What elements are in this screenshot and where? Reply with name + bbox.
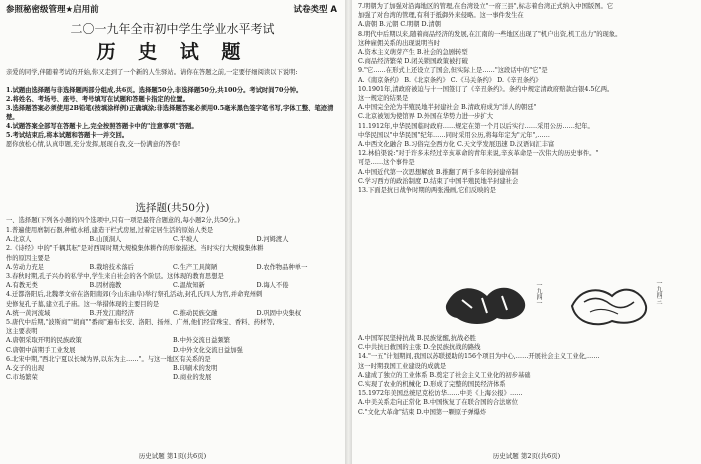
text-line: 中华民国以"中华民国"纪年……同时采用公历,将每年定为"元年",…… xyxy=(358,131,550,139)
left-page xyxy=(0,0,345,464)
greeting: 亲爱的同学,伴随着考试的开始,你又走到了一个新的人生驿站。请你在答题之前,一定要仔细阅读以下说明: xyxy=(6,69,298,76)
text-line: A.资本主义萌芽产生 B.社会的急剧转型 xyxy=(358,49,468,57)
instruction-1: 1.试题由选择题与非选择题两部分组成,共6页。选择题50分,非选择题50分,共100分。考试时间70分钟。 xyxy=(6,87,303,94)
questions-right-top xyxy=(358,2,696,195)
text-line: A.建成了独立的工业体系 B.奠定了社会主义工业化的初步基础 xyxy=(358,371,531,379)
q2-options xyxy=(6,263,340,272)
option: C.唐朝中前期手工业发展 xyxy=(6,346,76,354)
option: A.劳动力充足 xyxy=(6,263,45,271)
q5-stem: 5.唐代中后期,"波斯商""胡商""番商"遍布长安、洛阳、扬州、广州,他们经营珠宝、香料、药材等, xyxy=(6,319,275,327)
exam-type-header: 试卷类型 A xyxy=(293,5,337,15)
page-footer-left: 历史试题 第1页(共6页) xyxy=(138,452,207,460)
option: D.诲人不倦 xyxy=(256,282,289,290)
text-line: 这一规定的结果是 xyxy=(358,95,409,103)
text-line: 9."它……在形式上还设立了国会,但实际上是……"这段话中的"它"是 xyxy=(358,67,548,75)
text-line: 14."一五"计划期间,我国以苏联援助的156个项目为中心,……开展社会主义工业化,…… xyxy=(358,353,600,361)
text-line: A.中国完全沦为半殖民地半封建社会 B.清政府成为"洋人的朝廷" xyxy=(358,104,537,112)
q6-options xyxy=(6,364,340,373)
text-line: 这种雇佣关系的出现说明当时 xyxy=(358,39,440,47)
q2-stem: 2.《诗经》中的"千耦其耘"是对西周时期大规模集体耕作的形象描述。当时实行大规模集体耕 xyxy=(6,245,264,253)
q5-options xyxy=(6,336,340,345)
text-line: 可是……这个事件是 xyxy=(358,159,415,167)
text-line: C.中共抗日救国的主张 D.全民族抗战的路线 xyxy=(358,344,481,352)
option: B.开发江南经济 xyxy=(89,309,134,317)
text-line: C.学习西方的政治制度 D.结束了中国半殖民地半封建社会 xyxy=(358,177,519,185)
text-line: C.商品经济繁荣 D.闭关锁国政策被打破 xyxy=(358,58,468,66)
text-line: A.中国军民坚持抗战 B.民族觉醒,抗战必胜 xyxy=(358,335,476,342)
q6-stem: 6.北宋中期,"西北宁夏以长城为界,以东为主……"。与这一地区有关系的是 xyxy=(6,355,211,363)
instruction-6: 愿你放松心情,认真审题,充分发挥,展现自我,交一份满意的答卷! xyxy=(6,141,181,148)
text-line: C.实现了农业的机械化 D.形成了完整的国民经济体系 xyxy=(358,381,506,389)
option: B.因材施教 xyxy=(89,282,122,290)
text-line: 11.1912年,中华民国临时政府……规定在第一个月以后实行……采用公历……纪年。 xyxy=(358,122,594,130)
q3-options xyxy=(6,281,340,290)
page-footer-right: 历史试题 第2页(共6页) xyxy=(492,452,561,460)
instruction-4: 4.试题答案全部写在答题卡上,完全按照答题卡中的"注意事项"答题。 xyxy=(6,123,198,130)
secrecy-header: 参照秘密级管理★启用前 xyxy=(6,5,99,15)
text-line: 8.明代中后期以来,随着商品经济的发展,在江南的一些地区出现了"机户出资,机工出力"的现象。 xyxy=(358,30,622,38)
questions-left xyxy=(6,226,340,382)
option: D.商业的发展 xyxy=(173,374,212,382)
section-intro: 一、选择题(下列各小题的四个选项中,只有一项是最符合题意的,每小题2分,共50分。) xyxy=(6,217,240,224)
text-line: A.《南京条约》 B.《北京条约》 C.《马关条约》 D.《辛丑条约》 xyxy=(358,76,542,84)
option: C.市场繁荣 xyxy=(6,374,38,382)
page-fold xyxy=(345,0,352,464)
text-line: C."文化大革命"结束 D.中国第一颗原子弹爆炸 xyxy=(358,408,487,416)
option: A.有教无类 xyxy=(6,282,38,290)
option: C.推动民族交融 xyxy=(173,309,218,317)
text-line: A.中美关系走向正常化 B.中国恢复了在联合国的合法席位 xyxy=(358,399,519,407)
text-line: 这一时期我国工业建设的成就是 xyxy=(358,362,447,370)
q4-options xyxy=(6,309,340,318)
exam-title: 二〇一九年全市初中学生学业水平考试 xyxy=(70,22,275,36)
section-title: 选择题(共50分) xyxy=(135,202,210,214)
q5-options-2 xyxy=(6,346,340,355)
option: A.交子的出现 xyxy=(6,365,45,373)
option: C.生产工具简陋 xyxy=(173,263,218,271)
q4-stem: 4.迁都洛阳后,北魏孝文帝在洛阳南郊(今山东曲阜)举行祭孔活动,封孔氏四人为官,并命兖州刺 xyxy=(6,291,263,299)
right-page xyxy=(352,0,701,464)
instruction-2: 2.将姓名、考场号、座号、考号填写在试题和答题卡指定的位置。 xyxy=(6,96,189,103)
questions-right-bottom xyxy=(358,334,696,417)
option: D.中外文化交流日益加强 xyxy=(173,346,243,354)
option: C.半坡人 xyxy=(173,236,199,244)
text-line: 15.1972年美国总统尼克松访华……中美《上海公报》…… xyxy=(358,390,523,398)
q2-stem-2: 作的原因主要是 xyxy=(6,254,51,262)
q6-options-2 xyxy=(6,373,340,382)
subject-title: 历 史 试 题 xyxy=(96,41,249,63)
option: A.统一黄河流域 xyxy=(6,309,51,317)
option: D.农作物品种单一 xyxy=(256,263,308,271)
option: D.河姆渡人 xyxy=(256,236,289,244)
cartoon-left-label: 一九四一 xyxy=(535,282,542,306)
option: B.中外交流日益频繁 xyxy=(173,337,231,345)
instruction-3: 3.选择题答案必须使用2B铅笔(按填涂样例)正确填涂;非选择题答案必须用0.5毫米黑色签字笔书写,字体工整、笔迹清楚。 xyxy=(6,105,334,121)
option: B.栽培技术落后 xyxy=(89,263,134,271)
text-line: A.唐朝 B.元朝 C.明朝 D.清朝 xyxy=(358,21,441,29)
text-line: A.中西文化融合 B.习俗完全西方化 C.天文学发展迅速 D.汉语词汇丰富 xyxy=(358,141,555,149)
q3-stem: 3.春秋时期,孔子兴办的私学中,学生来自社会的各个阶层。这体现的教育思想是 xyxy=(6,273,224,281)
q5-stem-2: 这主要表明 xyxy=(6,328,38,336)
text-line: 加强了对台湾的管理,有利于抵御外来侵略。这一事件发生在 xyxy=(358,12,524,20)
option: A.北京人 xyxy=(6,236,32,244)
option: B.印刷术的发明 xyxy=(173,365,218,373)
q4-stem-2: 史修复孔子墓,建立孔子庙。这一举措体现的主要目的是 xyxy=(6,300,160,308)
instructions xyxy=(6,86,340,149)
cartoon-left xyxy=(442,278,532,328)
instruction-5: 5.考试结束后,将本试题和答题卡一并交回。 xyxy=(6,132,129,139)
text-line: 13.下面是抗日战争时期的两张漫画,它们反映的是 xyxy=(358,187,496,195)
text-line: 10.1901年,清政府被迫与十一国签订了《辛丑条约》。条约中规定清政府赔款白银4.5亿两。 xyxy=(358,85,614,93)
q1-options xyxy=(6,235,340,244)
option: D.巩固中央集权 xyxy=(256,309,302,317)
cartoon-right-label: 一九四三 xyxy=(655,280,662,304)
option: A.唐朝采取开明的民族政策 xyxy=(6,337,82,345)
q1-stem: 1.普遍使用磨制石器,种植水稻,建造干栏式房屋,过着定居生活的原始人类是 xyxy=(6,227,214,234)
text-line: C.北京被划为使馆界 D.外国在华势力进一步扩大 xyxy=(358,113,494,121)
text-line: 12.林伯渠说:"对于许多未经过辛亥革命的青年来说,辛亥革命是一次伟大的历史事件。" xyxy=(358,150,599,158)
text-line: 7.明朝为了加强对沿海地区的管理,在台湾设立"一府三县",标志着台湾正式纳入中国版图。它 xyxy=(358,3,614,10)
option: B.山顶洞人 xyxy=(89,236,122,244)
text-line: A.中国近代第一次思想解放 B.推翻了两千多年的封建帝制 xyxy=(358,168,519,176)
cartoon-right xyxy=(562,276,652,328)
option: C.温故知新 xyxy=(173,282,205,290)
